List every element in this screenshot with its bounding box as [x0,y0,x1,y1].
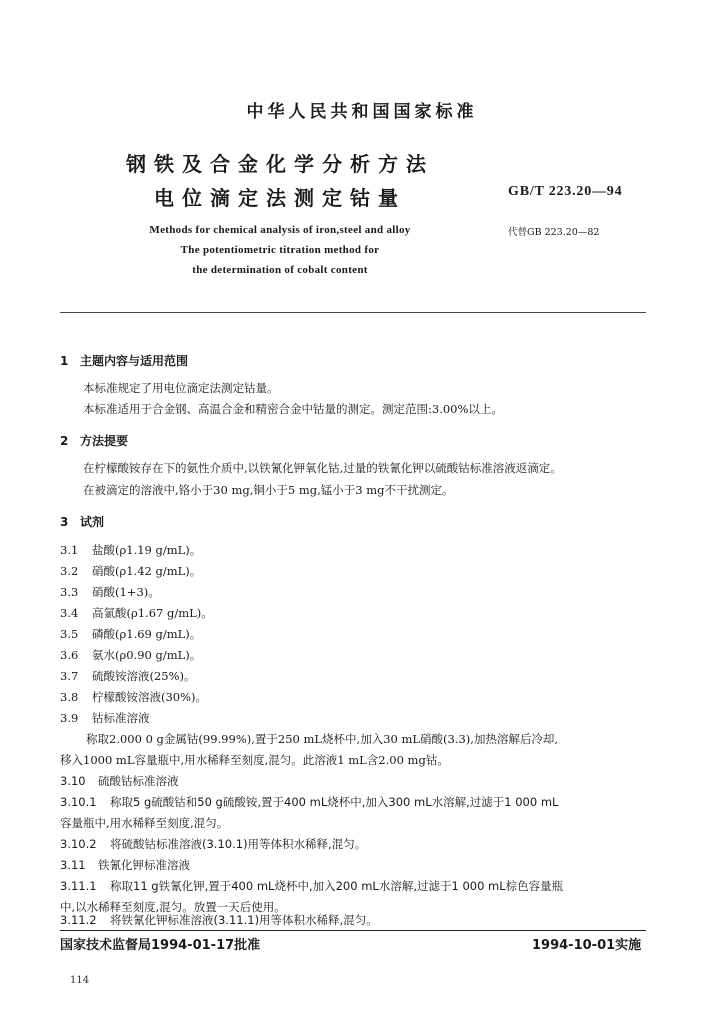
section-2-heading [60,432,128,449]
item-number: 3.11.2 [60,913,97,927]
header-divider [60,312,646,313]
item-3-9-line-2: 移入1000 mL容量瓶中,用水稀释至刻度,混匀。此溶液1 mL含2.00 mg钴。 [60,753,449,767]
english-title-line-3: the determination of cobalt content [192,264,368,276]
item-number: 3.7 [60,669,79,683]
item-text: 柠檬酸铵溶液(30%)。 [92,690,208,704]
item-text: 将铁氰化钾标准溶液(3.11.1)用等体积水稀释,混匀。 [110,913,378,927]
section-2-paragraph-1: 在柠檬酸铵存在下的氨性介质中,以铁氰化钾氧化钴,过量的铁氰化钾以硫酸钴标准溶液返滴定。 [83,461,562,475]
reagent-item [60,647,201,663]
english-title-line-2: The potentiometric titration method for [180,244,380,256]
section-title: 主题内容与适用范围 [80,354,189,368]
section-title: 试剂 [80,515,105,529]
item-number: 3.1 [60,543,79,557]
item-number: 3.3 [60,585,79,599]
item-text: 硫酸铵溶液(25%)。 [92,669,196,683]
item-number: 3.11.1 [60,879,97,893]
reagent-item [60,605,213,621]
section-3-heading [60,513,104,530]
item-text: 称取5 g硫酸钴和50 g硫酸铵,置于400 mL烧杯中,加入300 mL水溶解,过滤于1 000 mL [110,795,559,809]
item-text: 硫酸钴标准溶液 [98,774,179,788]
item-3-11-1 [60,878,563,894]
item-number: 3.5 [60,627,79,641]
page-number: 114 [70,975,90,986]
item-text: 磷酸(ρ1.69 g/mL)。 [92,627,202,641]
chinese-title-line-2: 电位滴定法测定钴量 [154,186,406,210]
reagent-item [60,668,196,684]
section-1-heading [60,352,188,369]
english-title-line-1: Methods for chemical analysis of iron,steel and alloy [149,224,411,236]
reagent-item [60,542,201,558]
item-text: 钴标准溶液 [92,711,150,725]
item-text: 称取11 g铁氰化钾,置于400 mL烧杯中,加入200 mL水溶解,过滤于1 000 mL棕色容量瓶 [110,879,564,893]
replaces-standard: 代替GB 223.20—82 [508,227,600,238]
section-title: 方法提要 [80,434,129,448]
chinese-title-line-1: 钢铁及合金化学分析方法 [126,152,434,176]
item-number: 3.6 [60,648,79,662]
item-number: 3.10.2 [60,837,97,851]
national-standard-heading: 中华人民共和国国家标准 [246,102,478,122]
item-text: 氨水(ρ0.90 g/mL)。 [92,648,202,662]
item-3-10-2 [60,836,366,852]
reagent-item [60,689,207,705]
item-3-11-1-line-2: 中,以水稀释至刻度,混匀。放置一天后使用。 [60,900,286,914]
item-text: 铁氰化钾标准溶液 [98,858,190,872]
reagent-item [60,710,150,726]
footer-divider [60,930,646,931]
item-text: 将硫酸钴标准溶液(3.10.1)用等体积水稀释,混匀。 [110,837,367,851]
section-number: 3 [60,515,69,529]
item-number: 3.10 [60,774,86,788]
section-number: 2 [60,434,69,448]
item-text: 硝酸(1+3)。 [92,585,160,599]
item-number: 3.10.1 [60,795,97,809]
item-number: 3.8 [60,690,79,704]
item-number: 3.2 [60,564,79,578]
item-text: 高氯酸(ρ1.67 g/mL)。 [92,606,213,620]
item-text: 盐酸(ρ1.19 g/mL)。 [92,543,202,557]
approval-date: 国家技术监督局1994-01-17批准 [60,938,261,953]
section-1-paragraph-1: 本标准规定了用电位滴定法测定钴量。 [83,381,279,395]
item-3-11 [60,857,190,873]
item-3-11-2 [60,912,378,928]
reagent-item [60,563,201,579]
section-2-paragraph-2: 在被滴定的溶液中,铬小于30 mg,铜小于5 mg,锰小于3 mg不干扰测定。 [83,483,454,497]
section-number: 1 [60,354,69,368]
implementation-date: 1994-10-01实施 [532,938,642,953]
item-number: 3.9 [60,711,79,725]
section-1-paragraph-2: 本标准适用于合金钢、高温合金和精密合金中钴量的测定。测定范围:3.00%以上。 [83,402,503,416]
reagent-item [60,626,201,642]
item-number: 3.4 [60,606,79,620]
item-3-9-line-1: 称取2.000 0 g金属钴(99.99%),置于250 mL烧杯中,加入30 mL硝酸(3.3),加热溶解后冷却, [86,732,559,746]
reagent-item [60,584,160,600]
item-text: 硝酸(ρ1.42 g/mL)。 [92,564,202,578]
item-number: 3.11 [60,858,86,872]
item-3-10 [60,773,179,789]
item-3-10-1-line-2: 容量瓶中,用水稀释至刻度,混匀。 [60,816,229,830]
standard-number: GB/T 223.20—94 [508,184,623,199]
item-3-10-1 [60,794,558,810]
